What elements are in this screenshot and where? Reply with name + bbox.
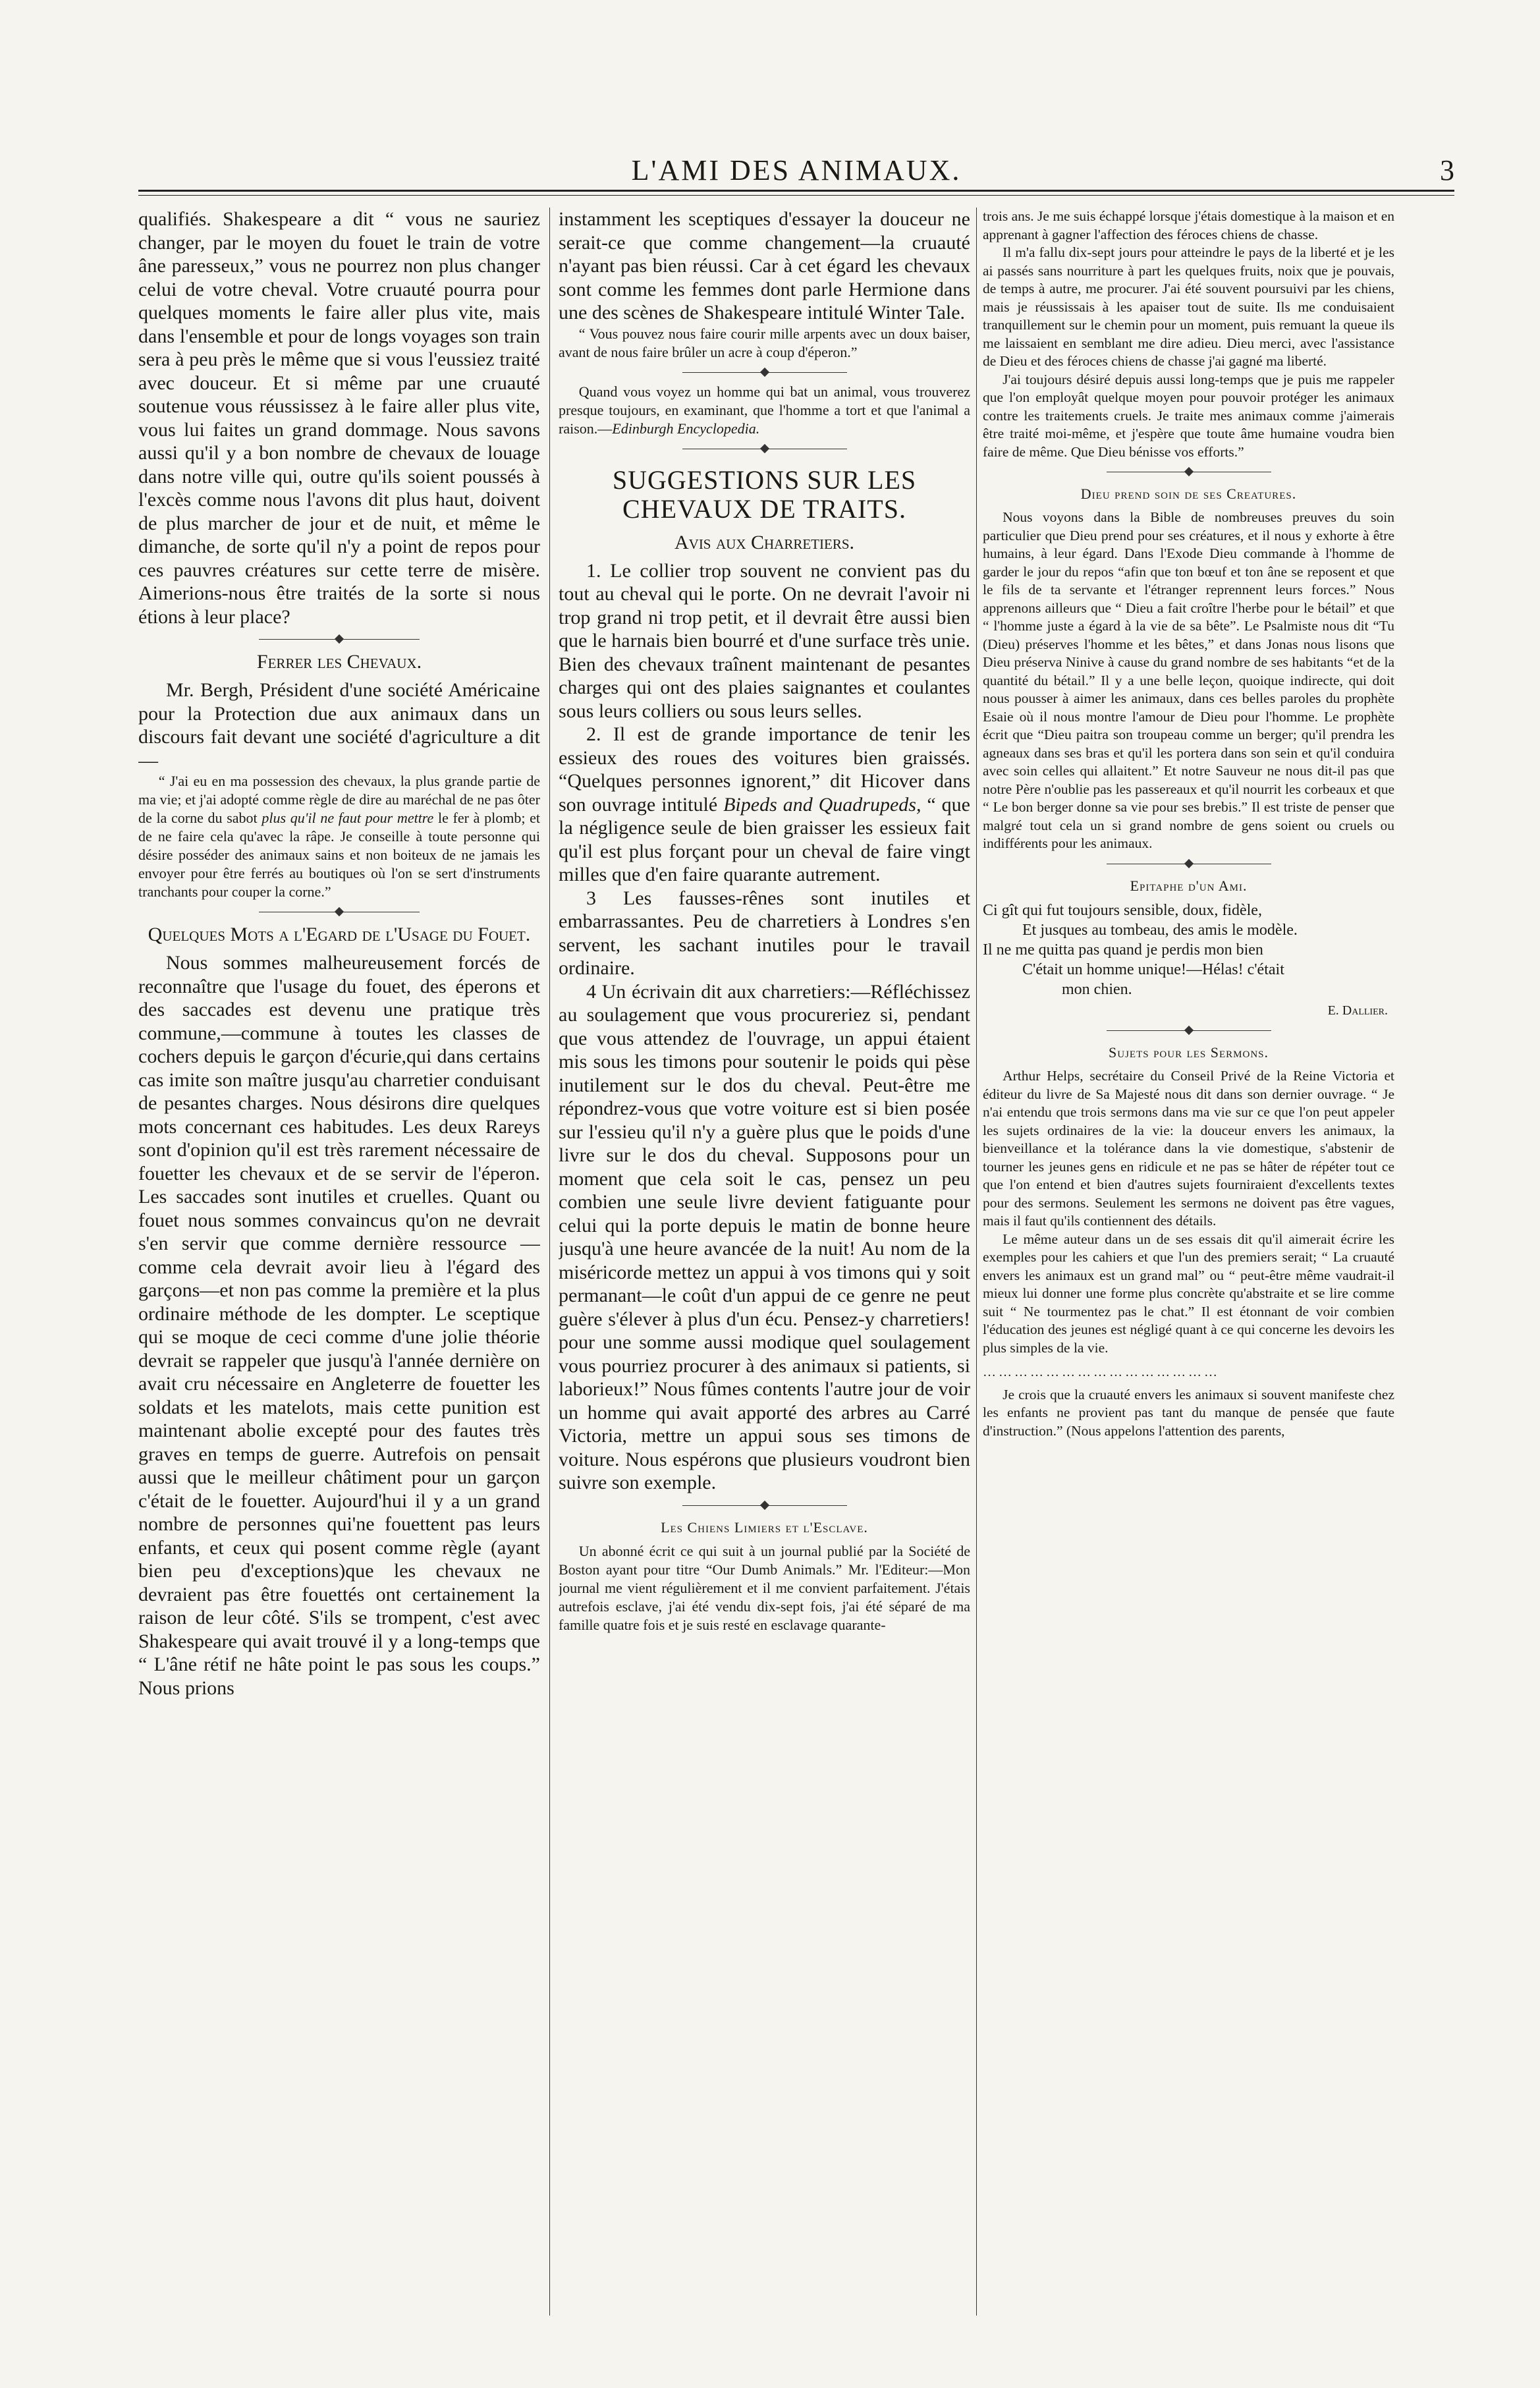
- quote-bergh-italic: plus qu'il ne faut pour mettre: [261, 810, 434, 826]
- quote-edinburgh-text: Quand vous voyez un homme qui bat un animal, vous trouverez presque toujours, en examinant, que l'homme a tort et que l'animal a raison.—: [559, 383, 970, 437]
- section-separator: [983, 860, 1394, 868]
- paragraph-appui-timons: 4 Un écrivain dit aux charretiers:—Réfléchissez au soulagement que vous procureriez si, pendant que vous attendez de l'ouvrage, un appui étaient mis sous les timons pour soutenir le poids qui pèse inutilement sur le dos du cheval. Peut-être me répondrez-vous que votre voiture est si bien posée sur l'essieu qu'il n'y a guère plus que le poids d'une livre sur le dos du cheval. Supposons pour un moment que cela soit le cas, pensez un peu combien une seule livre devient fatiguante pour celui qui la porte depuis le matin de bonne heure jusqu'à une heure avancée de la nuit! Au nom de la miséricorde mettez un appui à vos timons qui y soit permanant—le coût d'un appui de ce genre ne peut guère s'élever à plus d'un écu. Pensez-y charretiers! pour une somme aussi modique quel soulagement vous pourriez procurer à des animaux si patients, si laborieux!” Nous fûmes contents l'autre jour de voir un homme qui avait apporté des arbres au Carré Victoria, mettre un appui sous ses timons de voiture. Nous espérons que plusieurs voudront bien suivre son exemple.: [559, 980, 970, 1493]
- paragraph-protection: J'ai toujours désiré depuis aussi long-temps que je puis me rappeler que l'on employât quelque moyen pour pouvoir protéger les animaux contre les traitements cruels. Je traite mes animaux comme j'aimerais être traité moi-même, et j'espère que toute âme humaine voudra bien faire de même. Que Dieu bénisse vos efforts.”: [983, 371, 1394, 460]
- paragraph-bible: Nous voyons dans la Bible de nombreuses preuves du soin particulier que Dieu prend pour ses créatures, et il nous y exhorte à être humains, à leur égard. Dans l'Exode Dieu commande à l'homme de garder le jour du repos “afin que ton bœuf et ton âne se reposent et que le fils de ta servante et l'étranger reprennent leurs forces.” Nous apprenons ailleurs que “ Dieu a fait croître l'herbe pour le bétail” et que “ l'homme juste a égard à la vie de sa bête”. Le Psalmiste nous dit “Tu (Dieu) préserves l'homme et les bêtes,” et dans Jonas nous lisons que Dieu préserva Ninive à cause du grand nombre de ses habitants “et de la quantité du bétail.” Il y a une belle leçon, quoique indirecte, qui doit nous pousser à aimer les animaux, dans ces belles paroles du prophète Esaie où il nous montre l'amour de Dieu pour l'homme. Le prophète écrit que “Dieu paitra son troupeau comme un berger; qu'il prendra les agneaux dans ses bras et qu'il les portera dans son sein et qu'il conduira avec soin celles qui allaitent.” Et notre Sauveur ne nous dit-il pas que notre Père n'oublie pas les passereaux et qu'il nourrit les corbeaux et que “ Le bon berger donne sa vie pour ses brebis.” Il est triste de penser que malgré tout cela un si grand nombre de gens soient ou cruels ou indifférents pour les animaux.: [983, 509, 1394, 851]
- column-divider-1: [549, 208, 550, 2316]
- heading-epitaphe: Epitaphe d'un Ami.: [1130, 877, 1248, 894]
- paragraph-essieux: [559, 723, 970, 887]
- section-separator: [559, 1501, 970, 1509]
- epitaph-verse: [983, 901, 1394, 999]
- paragraph-collier: 1. Le collier trop souvent ne convient pas du tout au cheval qui le porte. On ne devrait l'avoir ni trop grand ni trop petit, et il devrait être aussi bien que le harnais bien bourré et d'une surface très unie. Bien des chevaux traînent maintenant de pesantes charges qui ont des plaies saignantes et coulantes sous leurs colliers ou sous leurs selles.: [559, 559, 970, 722]
- verse-line-2: Et jusques au tombeau, des amis le modèle.: [1022, 921, 1298, 939]
- quote-edinburgh: [559, 383, 970, 438]
- paragraph-essieux-part1: 2. Il est de grande importance de tenir les essieux des roues des voitures bien graissés. “Quelques personnes ignorent,” dit Hicover dans son ouvrage intitulé: [559, 723, 970, 816]
- paragraph-meme-auteur: Le même auteur dans un de ses essais dit qu'il aimerait écrire les exemples pour les cahiers et que l'un des premiers serait; “ La cruauté envers les animaux est un grand mal” ou “ peut-être même vaudrait-il mieux lui donner une forme plus concrète qu'abstraite et se lire comme suit “ Ne tourmentez pas le chat.” Il est étonnant de voir combien l'éducation des jeunes est négligé quant à ce qui concerne les devoirs les plus simples de la vie.: [983, 1231, 1394, 1356]
- paragraph-liberte: Il m'a fallu dix-sept jours pour atteindre le pays de la liberté et je les ai passés sans nourriture à part les quelques fruits, noix que je pouvais, de temps à autre, me procurer. J'ai été souvent poursuivi par les chiens, mais je réussissais à les apaiser tout de suite. Ils me conduisaient tranquillement sur le chemin pour un moment, puis remuant la queue ils me laissaient en semblant me dire adieu. Dieu merci, avec l'assistance de Dieu et des féroces chiens de chasse j'ai gagné ma liberté.: [983, 244, 1394, 369]
- paragraph-bergh: Mr. Bergh, Président d'une société Américaine pour la Protection due aux animaux dans un discours fait devant une société d'agriculture a dit—: [138, 679, 540, 771]
- masthead-title: L'AMI DES ANIMAUX.: [631, 154, 962, 186]
- section-separator: [559, 445, 970, 453]
- verse-line-3: Il ne me quitta pas quand je perdis mon bien: [983, 941, 1263, 958]
- heading-chiens-limiers: Les Chiens Limiers et l'Esclave.: [661, 1518, 868, 1536]
- heading-sujets-sermons: Sujets pour les Sermons.: [1109, 1044, 1269, 1061]
- section-separator: [983, 468, 1394, 476]
- heading-suggestions: SUGGESTIONS SUR LES CHEVAUX DE TRAITS.: [612, 464, 917, 524]
- column-divider-2: [976, 208, 977, 2316]
- header-rule-thin: [138, 195, 1454, 196]
- paragraph-douceur: instamment les sceptiques d'essayer la douceur ne serait-ce que comme changement—la cruauté n'ayant pas bien réussi. Car à cet égard les chevaux sont comme les femmes dont parle Hermione dans une des scènes de Shakespeare intitulé Winter Tale.: [559, 208, 970, 323]
- quote-bergh-part2: le fer à plomb; et de ne faire cela qu'avec la râpe. Je conseille à toute personne qui désire posséder des animaux sains et non boiteux de ne jamais les envoyer pour être ferrés au boutiques où l'on se sert d'instruments tranchants pour couper la corne.”: [138, 810, 540, 900]
- column-1: [138, 208, 540, 2362]
- paragraph-esclave: Un abonné écrit ce qui suit à un journal publié par la Société de Boston ayant pour titre “Our Dumb Animals.” Mr. l'Editeur:—Mon journal me vient régulièrement et il me convient parfaitement. J'étais autrefois esclave, j'ai été vendu dix-sept fois, j'ai été séparé de ma famille quatre fois et je suis resté en esclavage quarante-: [559, 1542, 970, 1633]
- paragraph-helps: Arthur Helps, secrétaire du Conseil Privé de la Reine Victoria et éditeur du livre de Sa Majesté nous dit dans son dernier ouvrage. “ Je n'ai entendu que trois sermons dans ma vie sur ce que l'on peut appeler les sujets ordinaires de la vie: la douceur envers les animaux, la bienveillance et la tolérance dans la vie domestique, s'abstenir de tourner les jeunes gens en ridicule et ne pas se hâter de répéter tout ce que l'on entend et bien d'autres sujets fourniraient d'excellents textes pour des sermons. Seulement les sermons ne doivent pas être vagues, mais il faut qu'ils contiennent des détails.: [983, 1068, 1394, 1229]
- heading-avis-charretiers: Avis aux Charretiers.: [674, 531, 855, 553]
- section-separator: [138, 635, 540, 643]
- heading-ferrer-chevaux: Ferrer les Chevaux.: [256, 651, 422, 673]
- verse-line-5: mon chien.: [1062, 980, 1132, 998]
- quote-bergh-part1: “ J'ai eu en ma possession des chevaux, la plus grande partie de ma vie; et j'ai adopté comme règle de dire au maréchal de ne pas ôter de la corne du sabot: [138, 773, 540, 826]
- page-number: 3: [1440, 154, 1454, 186]
- section-separator: [983, 1026, 1394, 1034]
- paragraph-fouet: Nous sommes malheureusement forcés de reconnaître que l'usage du fouet, des éperons et des saccades est devenu une pratique très commune,—commune à toutes les classes de cochers depuis le garçon d'écurie,qui dans certains cas imite son maître jusqu'au charretier conduisant de pesantes charges. Nous désirons dire quelques mots concernant ces habitudes. Les deux Rareys sont d'opinion qu'il est très rarement nécessaire de fouetter les chevaux et de se servir de l'éperon. Les saccades sont inutiles et cruelles. Quant ou fouet nous sommes convaincus qu'on ne devrait s'en servir que comme dernière ressource —comme cela devrait avoir lieu à l'égard des garçons—et non pas comme la première et la plus ordinaire méthode de les dompter. Le sceptique qui se moque de ceci comme d'une jolie théorie devrait se rappeler que jusqu'à l'année dernière on avait cru nécessaire en Angleterre de fouetter les soldats et les matelots, mais cette punition est maintenant abolie excepté pour des fautes très graves en temps de guerre. Autrefois on pensait aussi que le meilleur châtiment pour un garçon c'était de le fouetter. Aujourd'hui il y a un grand nombre de personnes qui'ne fouettent pas leurs enfants, et ceux qui posent comme règle (ayant bien peu d'exceptions)que les chevaux ne devraient pas être fouettés ont certainement la raison de leur côté. S'ils se trompent, c'est avec Shakespeare qui avait trouvé il y a long-temps que “ L'âne rétif ne hâte point le pas sous les coups.” Nous prions: [138, 952, 540, 1699]
- paragraph-shakespeare: qualifiés. Shakespeare a dit “ vous ne sauriez changer, par le moyen du fouet le train de votre âne paresseux,” vous ne pourrez non plus changer celui de votre cheval. Votre cruauté pourra pour quelques moments le faire aller plus vite, mais dans l'ensemble et pour de longs voyages son train sera à peu près le même que si vous l'eussiez traité avec douceur. Et si même par une cruauté soutenue vous réussissez à le faire aller plus vite, vous lui faites un grand dommage. Nous savons aussi qu'il y a bon nombre de chevaux de louage dans notre ville qui, outre qu'ils soient poussés à l'excès comme nous l'avons dit plus haut, doivent de plus marcher de jour et de nuit, et même le dimanche, de sorte qu'il n'y a point de repos pour ces pauvres créatures sur cette terre de misère. Aimerions-nous être traités de la sorte si nous étions à leur place?: [138, 208, 540, 628]
- epitaph-signature: E. Dallier.: [1327, 1003, 1388, 1018]
- paragraph-cruaute-enfants: Je crois que la cruauté envers les animaux si souvent manifeste chez les enfants ne provient pas tant du manque de pensée que faute d'instruction.” (Nous appelons l'attention des parents,: [983, 1386, 1394, 1439]
- section-separator: [559, 368, 970, 376]
- column-3: [983, 208, 1394, 2362]
- column-2: [559, 208, 970, 2362]
- section-separator: [138, 908, 540, 916]
- paragraph-esclave-cont: trois ans. Je me suis échappé lorsque j'étais domestique à la maison et en apprenant à gagner l'affection des féroces chiens de chasse.: [983, 208, 1394, 242]
- book-title-bipeds: Bipeds and Quadrupeds,: [723, 793, 921, 816]
- header-rule: [138, 190, 1454, 192]
- dotted-separator: ………………………………………: [983, 1365, 1220, 1379]
- quote-edinburgh-source: Edinburgh Encyclopedia.: [612, 420, 760, 437]
- heading-dieu-creatures: Dieu prend soin de ses Creatures.: [1080, 486, 1297, 502]
- paragraph-fausses-renes: 3 Les fausses-rênes sont inutiles et embarrassantes. Peu de charretiers à Londres s'en servent, les sachant inutiles pour le travail ordinaire.: [559, 887, 970, 979]
- quote-winter-tale: “ Vous pouvez nous faire courir mille arpents avec un doux baiser, avant de nous faire brûler un acre à coup d'éperon.”: [559, 325, 970, 360]
- verse-line-4: C'était un homme unique!—Hélas! c'était: [1022, 960, 1284, 978]
- paragraph-essieux-part2: “ que la négligence seule de bien graisser les essieux fait qu'il est plus forçant pour un cheval de faire vingt milles que d'en faire quarante autrement.: [559, 793, 970, 885]
- verse-line-1: Ci gît qui fut toujours sensible, doux, fidèle,: [983, 901, 1262, 919]
- heading-usage-fouet: Quelques Mots a l'Egard de l'Usage du Fouet.: [148, 924, 531, 945]
- quote-bergh: [138, 772, 540, 901]
- page-header: [138, 148, 1454, 194]
